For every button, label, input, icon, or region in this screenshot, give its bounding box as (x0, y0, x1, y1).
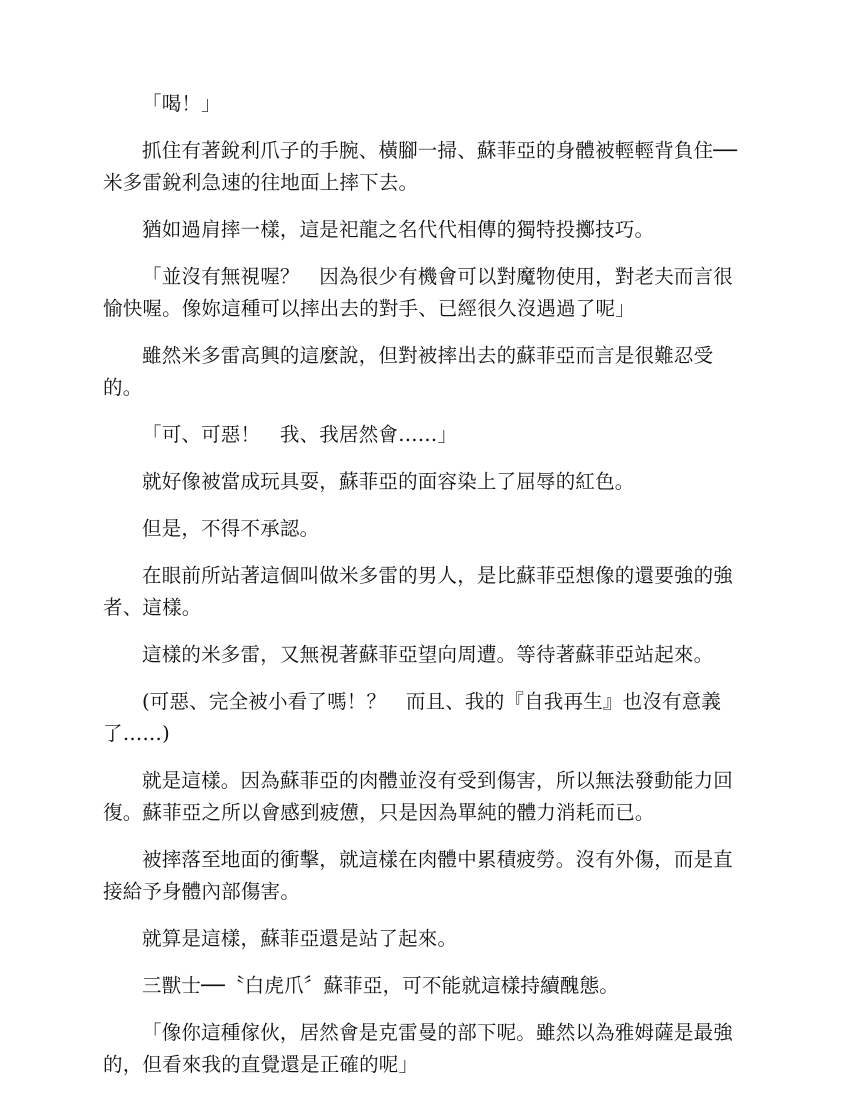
paragraph: 抓住有著銳利爪子的手腕、橫腳一掃、蘇菲亞的身體被輕輕背負住──米多雷銳利急速的往地面上摔下去。 (103, 139, 738, 194)
paragraph: 「像你這種傢伙，居然會是克雷曼的部下呢。雖然以為雅姆薩是最強的，但看來我的直覺還是正確的呢」 (103, 1021, 734, 1076)
paragraph: 「喝！」 (142, 92, 221, 115)
paragraph: 就算是這樣，蘇菲亞還是站了起來。 (142, 927, 458, 950)
paragraph: 被摔落至地面的衝擊，就這樣在肉體中累積疲勞。沒有外傷，而是直接給予身體內部傷害。 (103, 848, 734, 903)
paragraph: 三獸士──〝白虎爪〞蘇菲亞，可不能就這樣持續醜態。 (142, 974, 619, 997)
paragraph: 猶如過肩摔一樣，這是祀龍之名代代相傳的獨特投擲技巧。 (142, 218, 655, 241)
paragraph: 但是，不得不承認。 (142, 517, 320, 540)
paragraph: 就是這樣。因為蘇菲亞的肉體並沒有受到傷害，所以無法發動能力回復。蘇菲亞之所以會感到疲憊，只是因為單純的體力消耗而已。 (103, 769, 734, 824)
paragraph: 雖然米多雷高興的這麼說，但對被摔出去的蘇菲亞而言是很難忍受的。 (103, 344, 714, 399)
paragraph: 這樣的米多雷，又無視著蘇菲亞望向周遭。等待著蘇菲亞站起來。 (142, 643, 714, 666)
paragraph: (可惡、完全被小看了嗎！？ 而且、我的『自我再生』也沒有意義了……) (103, 690, 722, 745)
body-text (103, 88, 748, 1096)
paragraph: 「可、可惡！ 我、我居然會……」 (142, 423, 458, 446)
paragraph: 就好像被當成玩具耍，蘇菲亞的面容染上了屈辱的紅色。 (142, 470, 635, 493)
paragraph: 在眼前所站著這個叫做米多雷的男人，是比蘇菲亞想像的還要強的強者、這樣。 (103, 564, 734, 619)
paragraph: 「並沒有無視喔？ 因為很少有機會可以對魔物使用，對老夫而言很愉快喔。像妳這種可以摔出去的對手、已經很久沒遇過了呢」 (103, 265, 734, 320)
